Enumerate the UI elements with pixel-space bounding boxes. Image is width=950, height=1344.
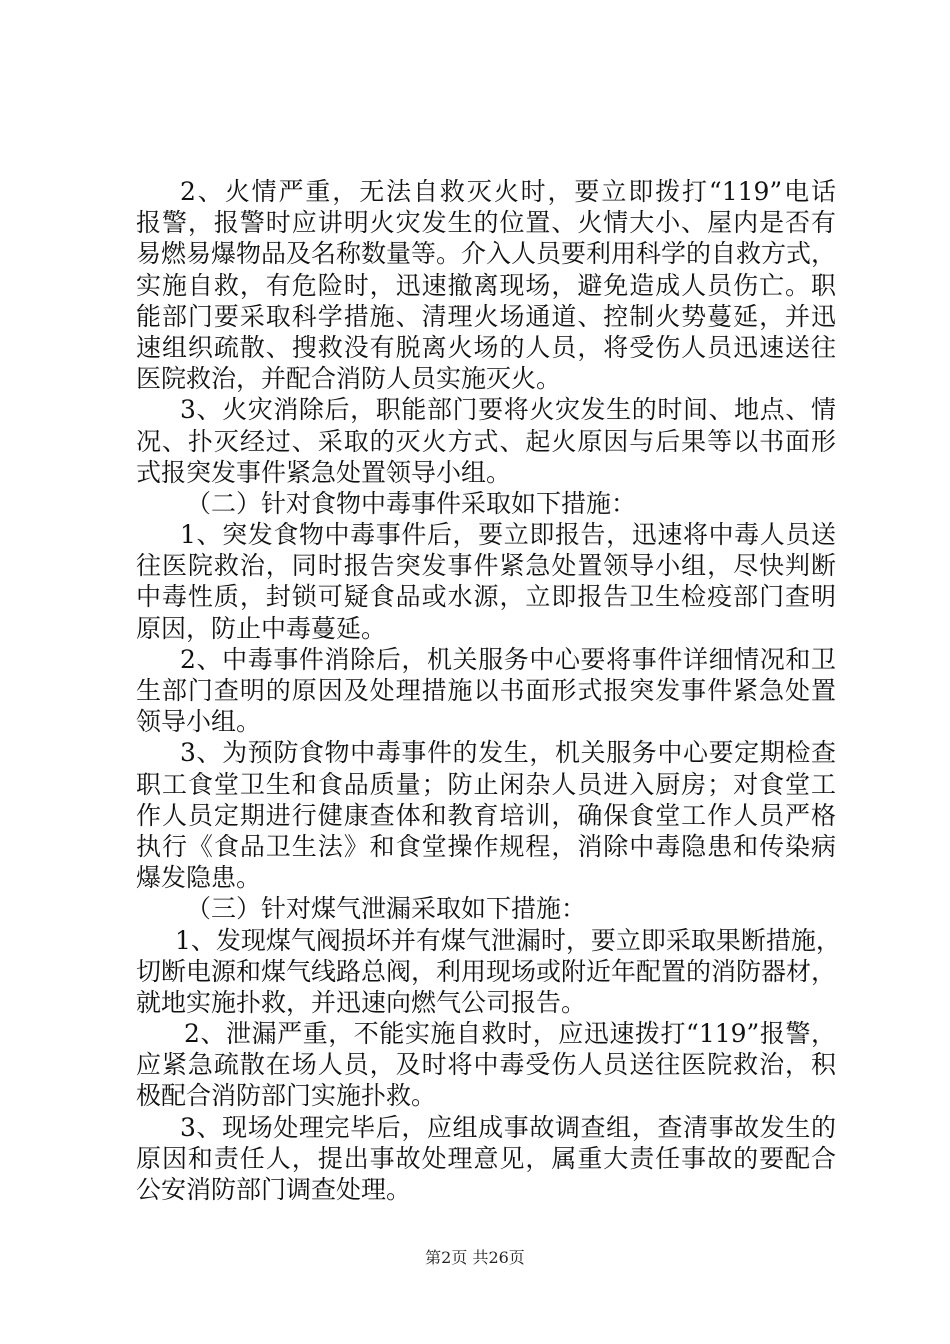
paragraph-line: 3、火灾消除后，职能部门要将火灾发生的时间、地点、情 bbox=[180, 395, 836, 425]
paragraph-line: 切断电源和煤气线路总阀，利用现场或附近年配置的消防器材， bbox=[136, 956, 837, 986]
paragraph-line: 应紧急疏散在场人员，及时将中毒受伤人员送往医院救治，积 bbox=[136, 1050, 836, 1080]
paragraph-line: 况、扑灭经过、采取的灭火方式、起火原因与后果等以书面形 bbox=[136, 426, 836, 456]
paragraph-line: 能部门要采取科学措施、清理火场通道、控制火势蔓延，并迅 bbox=[136, 301, 836, 331]
paragraph-line: 2、火情严重，无法自救灭火时，要立即拨打“119”电话 bbox=[180, 177, 836, 206]
paragraph-line: 原因，防止中毒蔓延。 bbox=[136, 613, 387, 643]
paragraph-line: 作人员定期进行健康查体和教育培训，确保食堂工作人员严格 bbox=[136, 800, 836, 830]
paragraph-line: 中毒性质，封锁可疑食品或水源，立即报告卫生检疫部门查明 bbox=[136, 582, 836, 612]
paragraph-line: 2、泄漏严重，不能实施自救时，应迅速拨打“119”报警， bbox=[184, 1019, 836, 1049]
paragraph-line: 原因和责任人，提出事故处理意见，属重大责任事故的要配合 bbox=[136, 1143, 836, 1173]
paragraph-line: 3、为预防食物中毒事件的发生，机关服务中心要定期检查 bbox=[180, 738, 836, 768]
paragraph-line: 公安消防部门调查处理。 bbox=[136, 1175, 412, 1204]
paragraph-line: 职工食堂卫生和食品质量；防止闲杂人员进入厨房；对食堂工 bbox=[136, 769, 836, 799]
paragraph-line: 实施自救，有危险时，迅速撤离现场，避免造成人员伤亡。职 bbox=[136, 270, 836, 300]
paragraph-line: 医院救治，并配合消防人员实施灭火。 bbox=[136, 364, 562, 394]
page-number-footer: 第2页 共26页 bbox=[425, 1248, 525, 1267]
paragraph-line: 速组织疏散、搜救没有脱离火场的人员，将受伤人员迅速送往 bbox=[136, 332, 836, 362]
paragraph-line: 生部门查明的原因及处理措施以书面形式报突发事件紧急处置 bbox=[136, 676, 836, 705]
paragraph-line: 1、突发食物中毒事件后，要立即报告，迅速将中毒人员送 bbox=[180, 520, 836, 550]
paragraph-line: 2、中毒事件消除后，机关服务中心要将事件详细情况和卫 bbox=[180, 644, 836, 674]
paragraph-line: 就地实施扑救，并迅速向燃气公司报告。 bbox=[136, 987, 587, 1017]
section-heading: （三）针对煤气泄漏采取如下措施： bbox=[186, 894, 587, 924]
paragraph-line: 极配合消防部门实施扑救。 bbox=[136, 1081, 437, 1111]
paragraph-line: 报警，报警时应讲明火灾发生的位置、火情大小、屋内是否有 bbox=[136, 208, 836, 238]
paragraph-line: 1、发现煤气阀损坏并有煤气泄漏时，要立即采取果断措施， bbox=[175, 925, 841, 955]
section-heading: （二）针对食物中毒事件采取如下措施： bbox=[186, 488, 637, 518]
document-body bbox=[136, 176, 841, 1205]
paragraph-line: 3、现场处理完毕后，应组成事故调查组，查清事故发生的 bbox=[180, 1112, 836, 1142]
paragraph-line: 执行《食品卫生法》和食堂操作规程，消除中毒隐患和传染病 bbox=[136, 831, 836, 861]
paragraph-line: 往医院救治，同时报告突发事件紧急处置领导小组，尽快判断 bbox=[136, 551, 836, 581]
paragraph-line: 爆发隐患。 bbox=[136, 863, 262, 893]
paragraph-line: 领导小组。 bbox=[136, 707, 262, 737]
paragraph-line: 易燃易爆物品及名称数量等。介入人员要利用科学的自救方式， bbox=[136, 239, 837, 269]
paragraph-line: 式报突发事件紧急处置领导小组。 bbox=[136, 457, 512, 487]
